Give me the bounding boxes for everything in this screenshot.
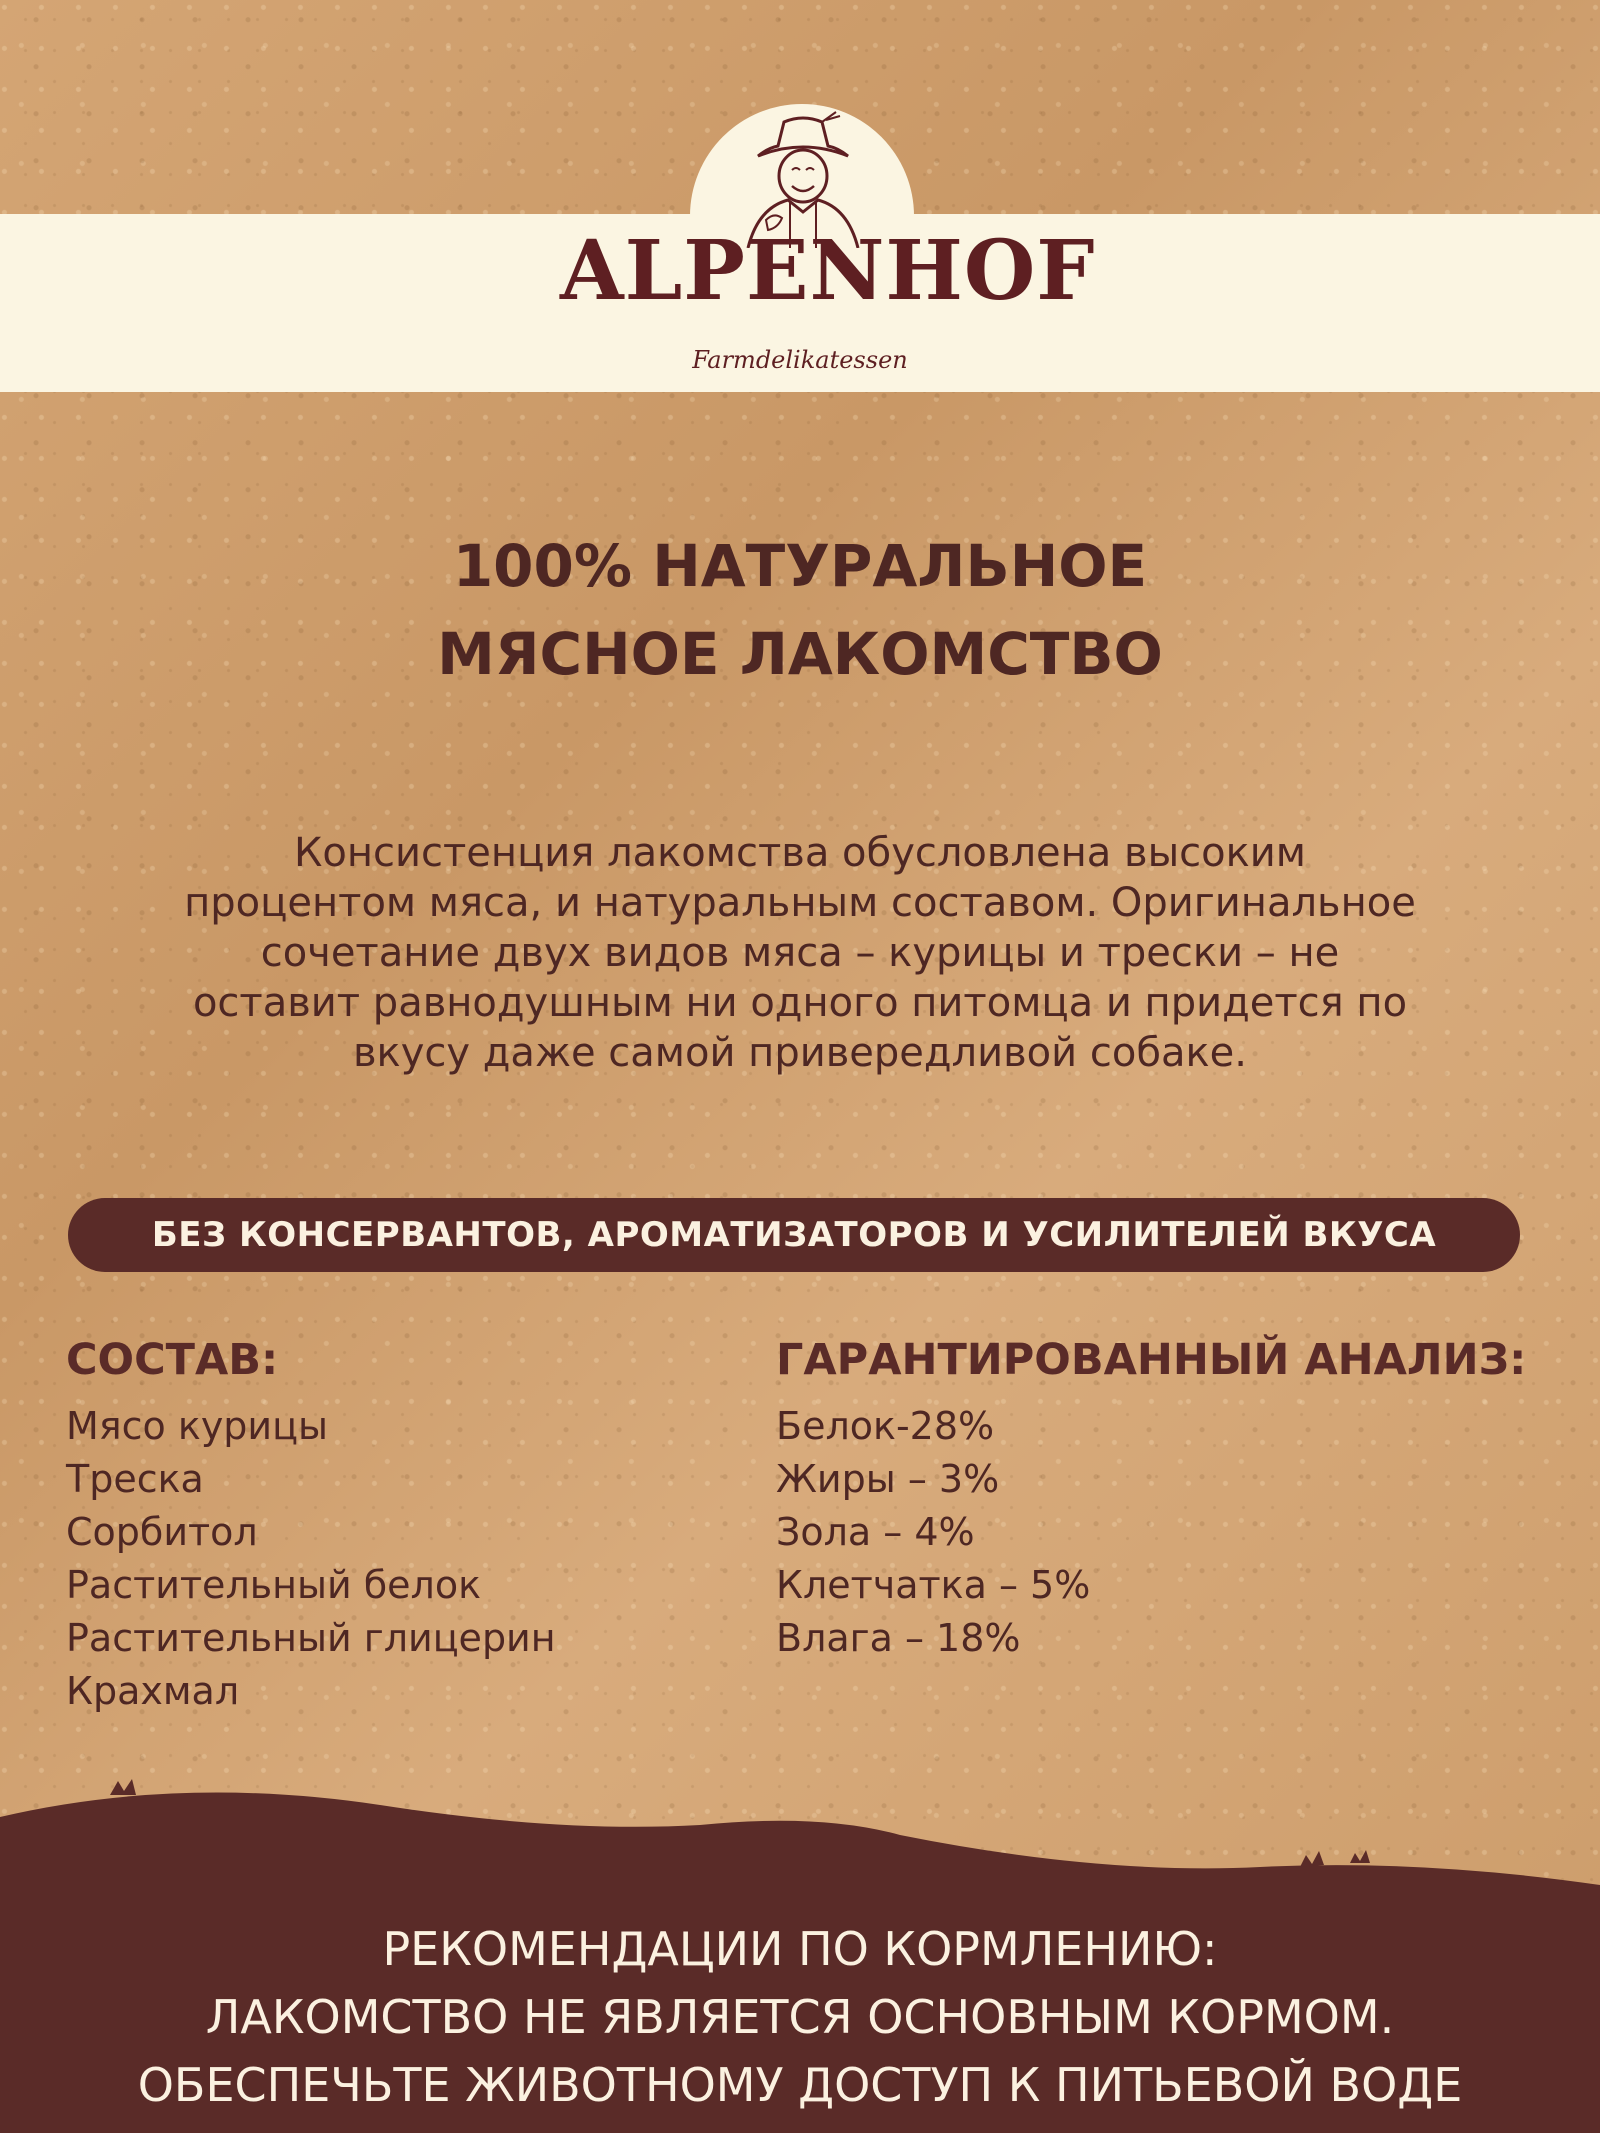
analysis-item: Клетчатка – 5% [776, 1563, 1091, 1607]
footer-line-1: РЕКОМЕНДАЦИИ ПО КОРМЛЕНИЮ: [382, 1922, 1218, 1976]
description-line: оставит равнодушным ни одного питомца и придется по [192, 980, 1408, 1026]
composition-title: СОСТАВ: [66, 1335, 279, 1385]
footer-line-3: ОБЕСПЕЧЬТЕ ЖИВОТНОМУ ДОСТУП К ПИТЬЕВОЙ ВОДЕ [137, 2058, 1463, 2112]
composition-item: Растительный глицерин [66, 1616, 556, 1660]
composition-item: Сорбитол [66, 1510, 258, 1554]
composition-list [66, 1400, 556, 1718]
description-line: сочетание двух видов мяса – курицы и трески – не [260, 930, 1340, 976]
analysis-item: Жиры – 3% [776, 1457, 1000, 1501]
analysis-item: Белок-28% [776, 1404, 995, 1448]
description-paragraph [50, 828, 1550, 1078]
brand-logo-text: ALPENHOF [560, 223, 1096, 319]
composition-section [66, 1330, 556, 1718]
headline [200, 522, 1400, 698]
analysis-title: ГАРАНТИРОВАННЫЙ АНАЛИЗ: [776, 1335, 1527, 1385]
description-line: процентом мяса, и натуральным составом. Оригинальное [184, 880, 1416, 926]
brand-tagline: Farmdelikatessen [692, 346, 908, 374]
description-line: вкусу даже самой привередливой собаке. [352, 1030, 1247, 1076]
feeding-recommendations [0, 1915, 1600, 2119]
footer-line-2: ЛАКОМСТВО НЕ ЯВЛЯЕТСЯ ОСНОВНЫМ КОРМОМ. [205, 1990, 1395, 2044]
analysis-item: Зола – 4% [776, 1510, 975, 1554]
analysis-item: Влага – 18% [776, 1616, 1021, 1660]
composition-item: Мясо курицы [66, 1404, 328, 1448]
no-additives-banner [68, 1198, 1520, 1272]
headline-line-2: МЯСНОЕ ЛАКОМСТВО [437, 620, 1163, 688]
description-line: Консистенция лакомства обусловлена высоким [294, 830, 1306, 876]
composition-item: Растительный белок [66, 1563, 482, 1607]
headline-line-1: 100% НАТУРАЛЬНОЕ [452, 532, 1148, 600]
analysis-section [776, 1330, 1526, 1665]
no-additives-text: БЕЗ КОНСЕРВАНТОВ, АРОМАТИЗАТОРОВ И УСИЛИТЕЛЕЙ ВКУСА [151, 1215, 1437, 1255]
composition-item: Треска [66, 1457, 204, 1501]
analysis-list [776, 1400, 1526, 1665]
composition-item: Крахмал [66, 1669, 240, 1713]
